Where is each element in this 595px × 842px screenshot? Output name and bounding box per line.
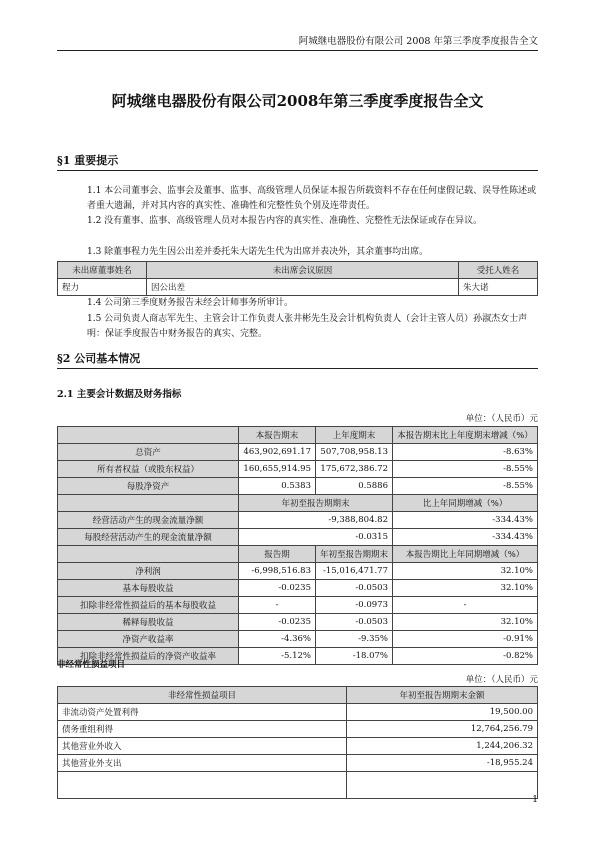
row-label: 经营活动产生的现金流量净额 xyxy=(58,512,239,529)
table-cell: 12,764,256.79 xyxy=(347,721,538,738)
row-label: 每股经营活动产生的现金流量净额 xyxy=(58,529,239,546)
table-cell: -0.82% xyxy=(393,648,538,665)
row-label: 每股净资产 xyxy=(58,478,239,495)
table-cell: 160,655,914.95 xyxy=(239,461,316,478)
table-cell: 507,708,958.13 xyxy=(316,444,393,461)
table-cell: -0.0973 xyxy=(316,597,393,614)
table-cell: 债务重组利得 xyxy=(58,721,347,738)
col-header: 本报告期末比上年度期末增减（%） xyxy=(393,427,538,444)
table-cell: 1,244,206.32 xyxy=(347,738,538,755)
table-cell: 其他营业外支出 xyxy=(58,755,347,772)
row-label: 总资产 xyxy=(58,444,239,461)
row-label: 扣除非经常性损益后的基本每股收益 xyxy=(58,597,239,614)
table-cell: -5.12% xyxy=(239,648,316,665)
col-header xyxy=(58,546,239,563)
table-cell: - xyxy=(393,597,538,614)
table-cell: -8.55% xyxy=(393,461,538,478)
table-cell: -6,998,516.83 xyxy=(239,563,316,580)
col-header: 未出席会议原因 xyxy=(147,262,459,279)
table-cell: - xyxy=(239,597,316,614)
table-cell: -0.0503 xyxy=(316,580,393,597)
table-cell: 32.10% xyxy=(393,614,538,631)
col-header: 非经常性损益项目 xyxy=(58,687,347,704)
col-header: 比上年同期增减（%） xyxy=(393,495,538,512)
col-header: 年初至报告期期末金额 xyxy=(347,687,538,704)
subsection-2-1: 2.1 主要会计数据及财务指标 xyxy=(57,389,182,400)
table-cell: -0.0503 xyxy=(316,614,393,631)
col-header: 上年度期末 xyxy=(316,427,393,444)
table-cell: 175,672,386.72 xyxy=(316,461,393,478)
col-header: 年初至报告期期末 xyxy=(239,495,393,512)
notice-1-3: 1.3 除董事程力先生因公出差并委托朱大诺先生代为出席并表决外，其余董事均出席。 xyxy=(87,247,429,257)
table-cell: -0.91% xyxy=(393,631,538,648)
table-cell xyxy=(58,772,347,799)
section2-heading: §2 公司基本情况 xyxy=(57,350,538,369)
nonrecurring-table xyxy=(57,686,538,799)
table-cell xyxy=(347,772,538,799)
table-cell: -0.0235 xyxy=(239,580,316,597)
table-cell: 32.10% xyxy=(393,580,538,597)
absent-director-table xyxy=(57,261,538,296)
table-cell: -4.36% xyxy=(239,631,316,648)
table-cell: 朱大诺 xyxy=(459,279,538,296)
notice-1-5: 1.5 公司负责人商志军先生、主管会计工作负责人张井彬先生及会计机构负责人（会计主管人员）孙淑杰女士声明：保证季度报告中财务报告的真实、完整。 xyxy=(87,314,528,339)
table-cell: -0.0315 xyxy=(239,529,393,546)
col-header: 报告期 xyxy=(239,546,316,563)
table-cell: -18.07% xyxy=(316,648,393,665)
row-label: 所有者权益（或股东权益） xyxy=(58,461,239,478)
col-header: 受托人姓名 xyxy=(459,262,538,279)
nonrecurring-title: 非经常性损益项目 xyxy=(57,660,126,670)
table-cell: 0.5886 xyxy=(316,478,393,495)
table-cell: -9.35% xyxy=(316,631,393,648)
document-title: 阿城继电器股份有限公司2008年第三季度季度报告全文 xyxy=(111,92,484,110)
table-cell: -15,016,471.77 xyxy=(316,563,393,580)
page-number: 1 xyxy=(532,795,538,805)
unit-label: 单位：（人民币）元 xyxy=(465,414,538,424)
table-cell: 非流动资产处置利得 xyxy=(58,704,347,721)
table-cell: 19,500.00 xyxy=(347,704,538,721)
table-cell: 程力 xyxy=(58,279,147,296)
table-cell: -18,955.24 xyxy=(347,755,538,772)
row-label: 基本每股收益 xyxy=(58,580,239,597)
section1-heading: §1 重要提示 xyxy=(57,152,538,171)
row-label: 扣除非经常性损益后的净资产收益率 xyxy=(58,648,239,665)
table-cell: -0.0235 xyxy=(239,614,316,631)
col-header xyxy=(58,427,239,444)
financial-table xyxy=(57,426,538,665)
col-header xyxy=(58,495,239,512)
col-header: 年初至报告期期末 xyxy=(316,546,393,563)
table-cell: 463,902,691.17 xyxy=(239,444,316,461)
table-cell: -8.55% xyxy=(393,478,538,495)
notice-1-4: 1.4 公司第三季度财务报告未经会计师事务所审计。 xyxy=(87,298,294,308)
notice-1-1: 1.1 本公司董事会、监事会及董事、监事、高级管理人员保证本报告所载资料不存在任何虚假记载、误导性陈述或者重大遗漏，并对其内容的真实性、准确性和完整性负个别及连带责任。 xyxy=(87,186,537,211)
table-cell: 其他营业外收入 xyxy=(58,738,347,755)
row-label: 净资产收益率 xyxy=(58,631,239,648)
col-header: 本报告期比上年同期增减（%） xyxy=(393,546,538,563)
col-header: 未出席董事姓名 xyxy=(58,262,147,279)
notice-1-2: 1.2 没有董事、监事、高级管理人员对本报告内容的真实性、准确性、完整性无法保证或存在异议。 xyxy=(87,216,483,226)
row-label: 净利润 xyxy=(58,563,239,580)
running-header: 阿城继电器股份有限公司 2008 年第三季度季度报告全文 xyxy=(57,34,538,51)
table-cell: -9,388,804.82 xyxy=(239,512,393,529)
unit-label-2: 单位：（人民币）元 xyxy=(465,675,538,685)
row-label: 稀释每股收益 xyxy=(58,614,239,631)
table-cell: 0.5383 xyxy=(239,478,316,495)
table-cell: 因公出差 xyxy=(147,279,459,296)
table-cell: -8.63% xyxy=(393,444,538,461)
table-cell: -334.43% xyxy=(393,529,538,546)
table-cell: 32.10% xyxy=(393,563,538,580)
col-header: 本报告期末 xyxy=(239,427,316,444)
table-cell: -334.43% xyxy=(393,512,538,529)
